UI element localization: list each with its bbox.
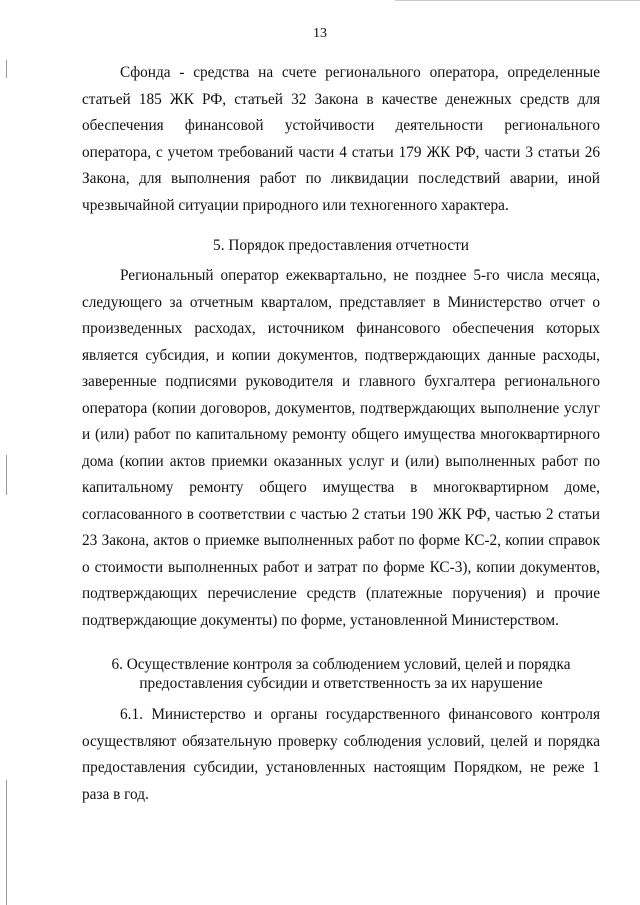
section-6-heading-line-2: предоставления субсидии и ответственность за их нарушение xyxy=(139,675,543,692)
section-5-paragraph: Региональный оператор ежеквартально, не позднее 5-го числа месяца, следующего за отчетным кварталом, представляет в Министерство отчет о произведенных расходах, источником финансового обеспечения которых является субсидия, и копии документов, подтверждающих данные расходы, заверенные подписями руководителя и главного бухгалтера регионального оператора (копии договоров, документов, подтверждающих выполнение услуг и (или) работ по капитальному ремонту общего имущества многоквартирного дома (копии актов приемки оказанных услуг и (или) выполненных работ по капитальному ремонту общего имущества в многоквартирном доме, согласованного в соответствии с частью 2 статьи 190 ЖК РФ, частью 2 статьи 23 Закона, актов о приемке выполненных работ по форме КС-2, копии справок о стоимости выполненных работ и затрат по форме КС-3), копии документов, подтверждающих перечисление средств (платежные поручения) и прочие подтверждающие документы) по форме, установленной Министерством. xyxy=(82,267,600,629)
page-number: 13 xyxy=(313,26,327,41)
section-5-heading: 5. Порядок предоставления отчетности xyxy=(213,237,469,254)
section-6-heading xyxy=(82,655,600,693)
scan-margin-mark xyxy=(6,60,7,78)
scan-top-edge-line xyxy=(395,0,640,1)
scan-margin-mark xyxy=(6,455,7,495)
paragraph-fund-definition: Сфонда - средства на счете регионального оператора, определенные статьей 185 ЖК РФ, статьей 32 Закона в качестве денежных средств для обеспечения финансовой устойчивости деятельности регионального оператора, с учетом требований части 4 статьи 179 ЖК РФ, части 3 статьи 26 Закона, для выполнения работ по ликвидации последствий аварии, иной чрезвычайной ситуации природного или техногенного характера. xyxy=(82,64,600,214)
section-6-heading-line-1: 6. Осуществление контроля за соблюдением условий, целей и порядка xyxy=(111,656,571,673)
section-6-paragraph: 6.1. Министерство и органы государственного финансового контроля осуществляют обязательную проверку соблюдения условий, целей и порядка предоставления субсидии, установленных настоящим Порядком, не реже 1 раза в год. xyxy=(82,706,600,803)
scan-margin-mark xyxy=(6,780,7,905)
